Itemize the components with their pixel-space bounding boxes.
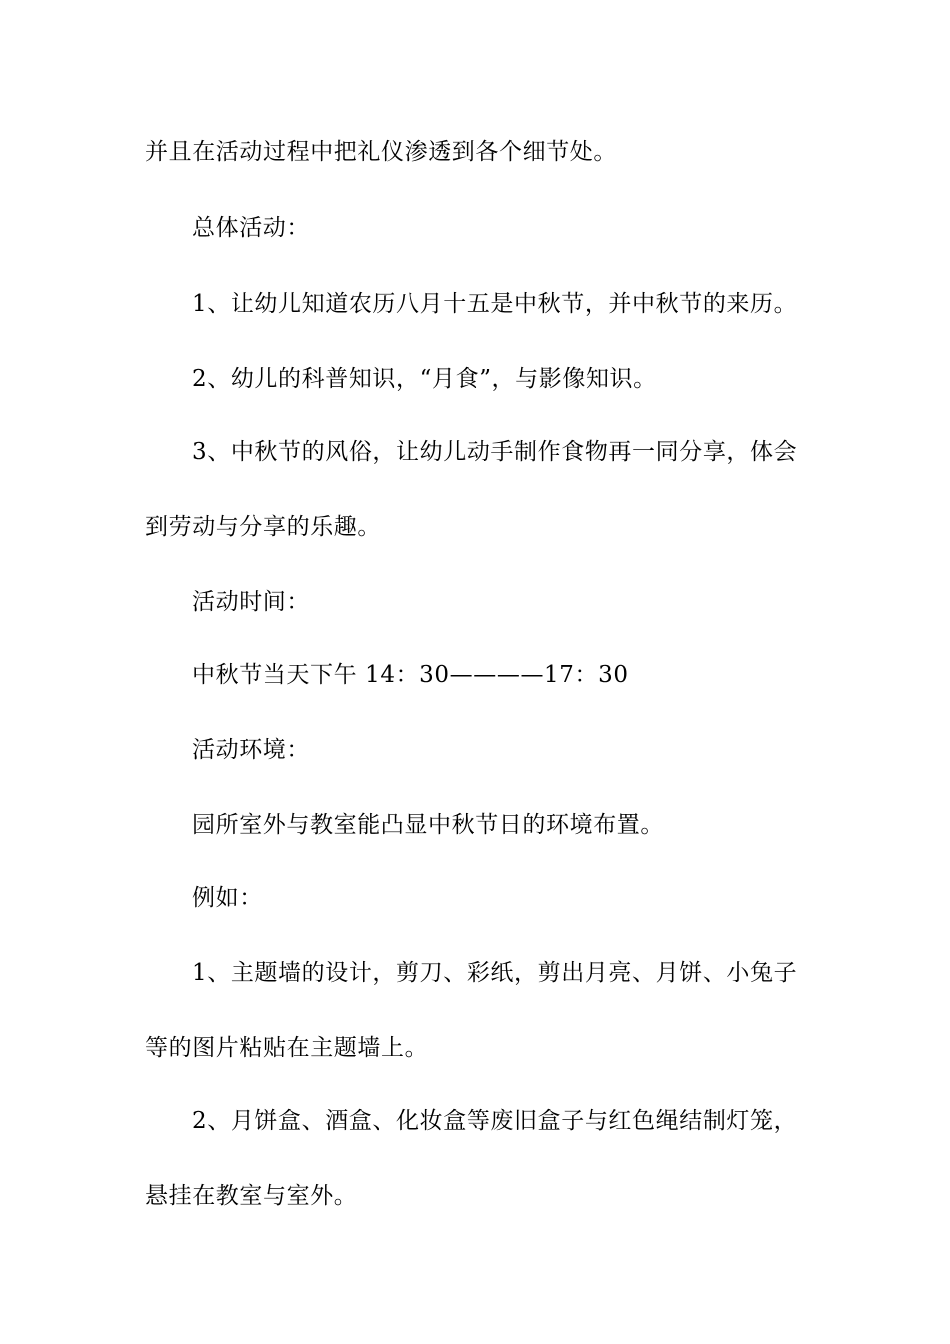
- list-item-2: 2、幼儿的科普知识，“月食”，与影像知识。: [192, 366, 657, 392]
- example-item-2-continuation: 悬挂在教室与室外。: [145, 1183, 358, 1209]
- list-item-3-continuation: 到劳动与分享的乐趣。: [145, 514, 381, 540]
- heading-overall-activities: 总体活动：: [192, 215, 310, 241]
- environment-description: 园所室外与教室能凸显中秋节日的环境布置。: [192, 812, 664, 838]
- activity-time-value: 中秋节当天下午 14：30————17：30: [192, 662, 629, 688]
- paragraph-continuation: 并且在活动过程中把礼仪渗透到各个细节处。: [145, 139, 617, 165]
- example-item-2: 2、月饼盒、酒盒、化妆盒等废旧盒子与红色绳结制灯笼，: [192, 1108, 798, 1134]
- example-item-1-continuation: 等的图片粘贴在主题墙上。: [145, 1035, 429, 1061]
- list-item-1: 1、让幼儿知道农历八月十五是中秋节，并中秋节的来历。: [192, 291, 798, 317]
- heading-activity-environment: 活动环境：: [192, 737, 310, 763]
- example-item-1: 1、主题墙的设计，剪刀、彩纸，剪出月亮、月饼、小兔子: [192, 960, 798, 986]
- heading-examples: 例如：: [192, 885, 263, 911]
- list-item-3: 3、中秋节的风俗，让幼儿动手制作食物再一同分享，体会: [192, 439, 798, 465]
- heading-activity-time: 活动时间：: [192, 589, 310, 615]
